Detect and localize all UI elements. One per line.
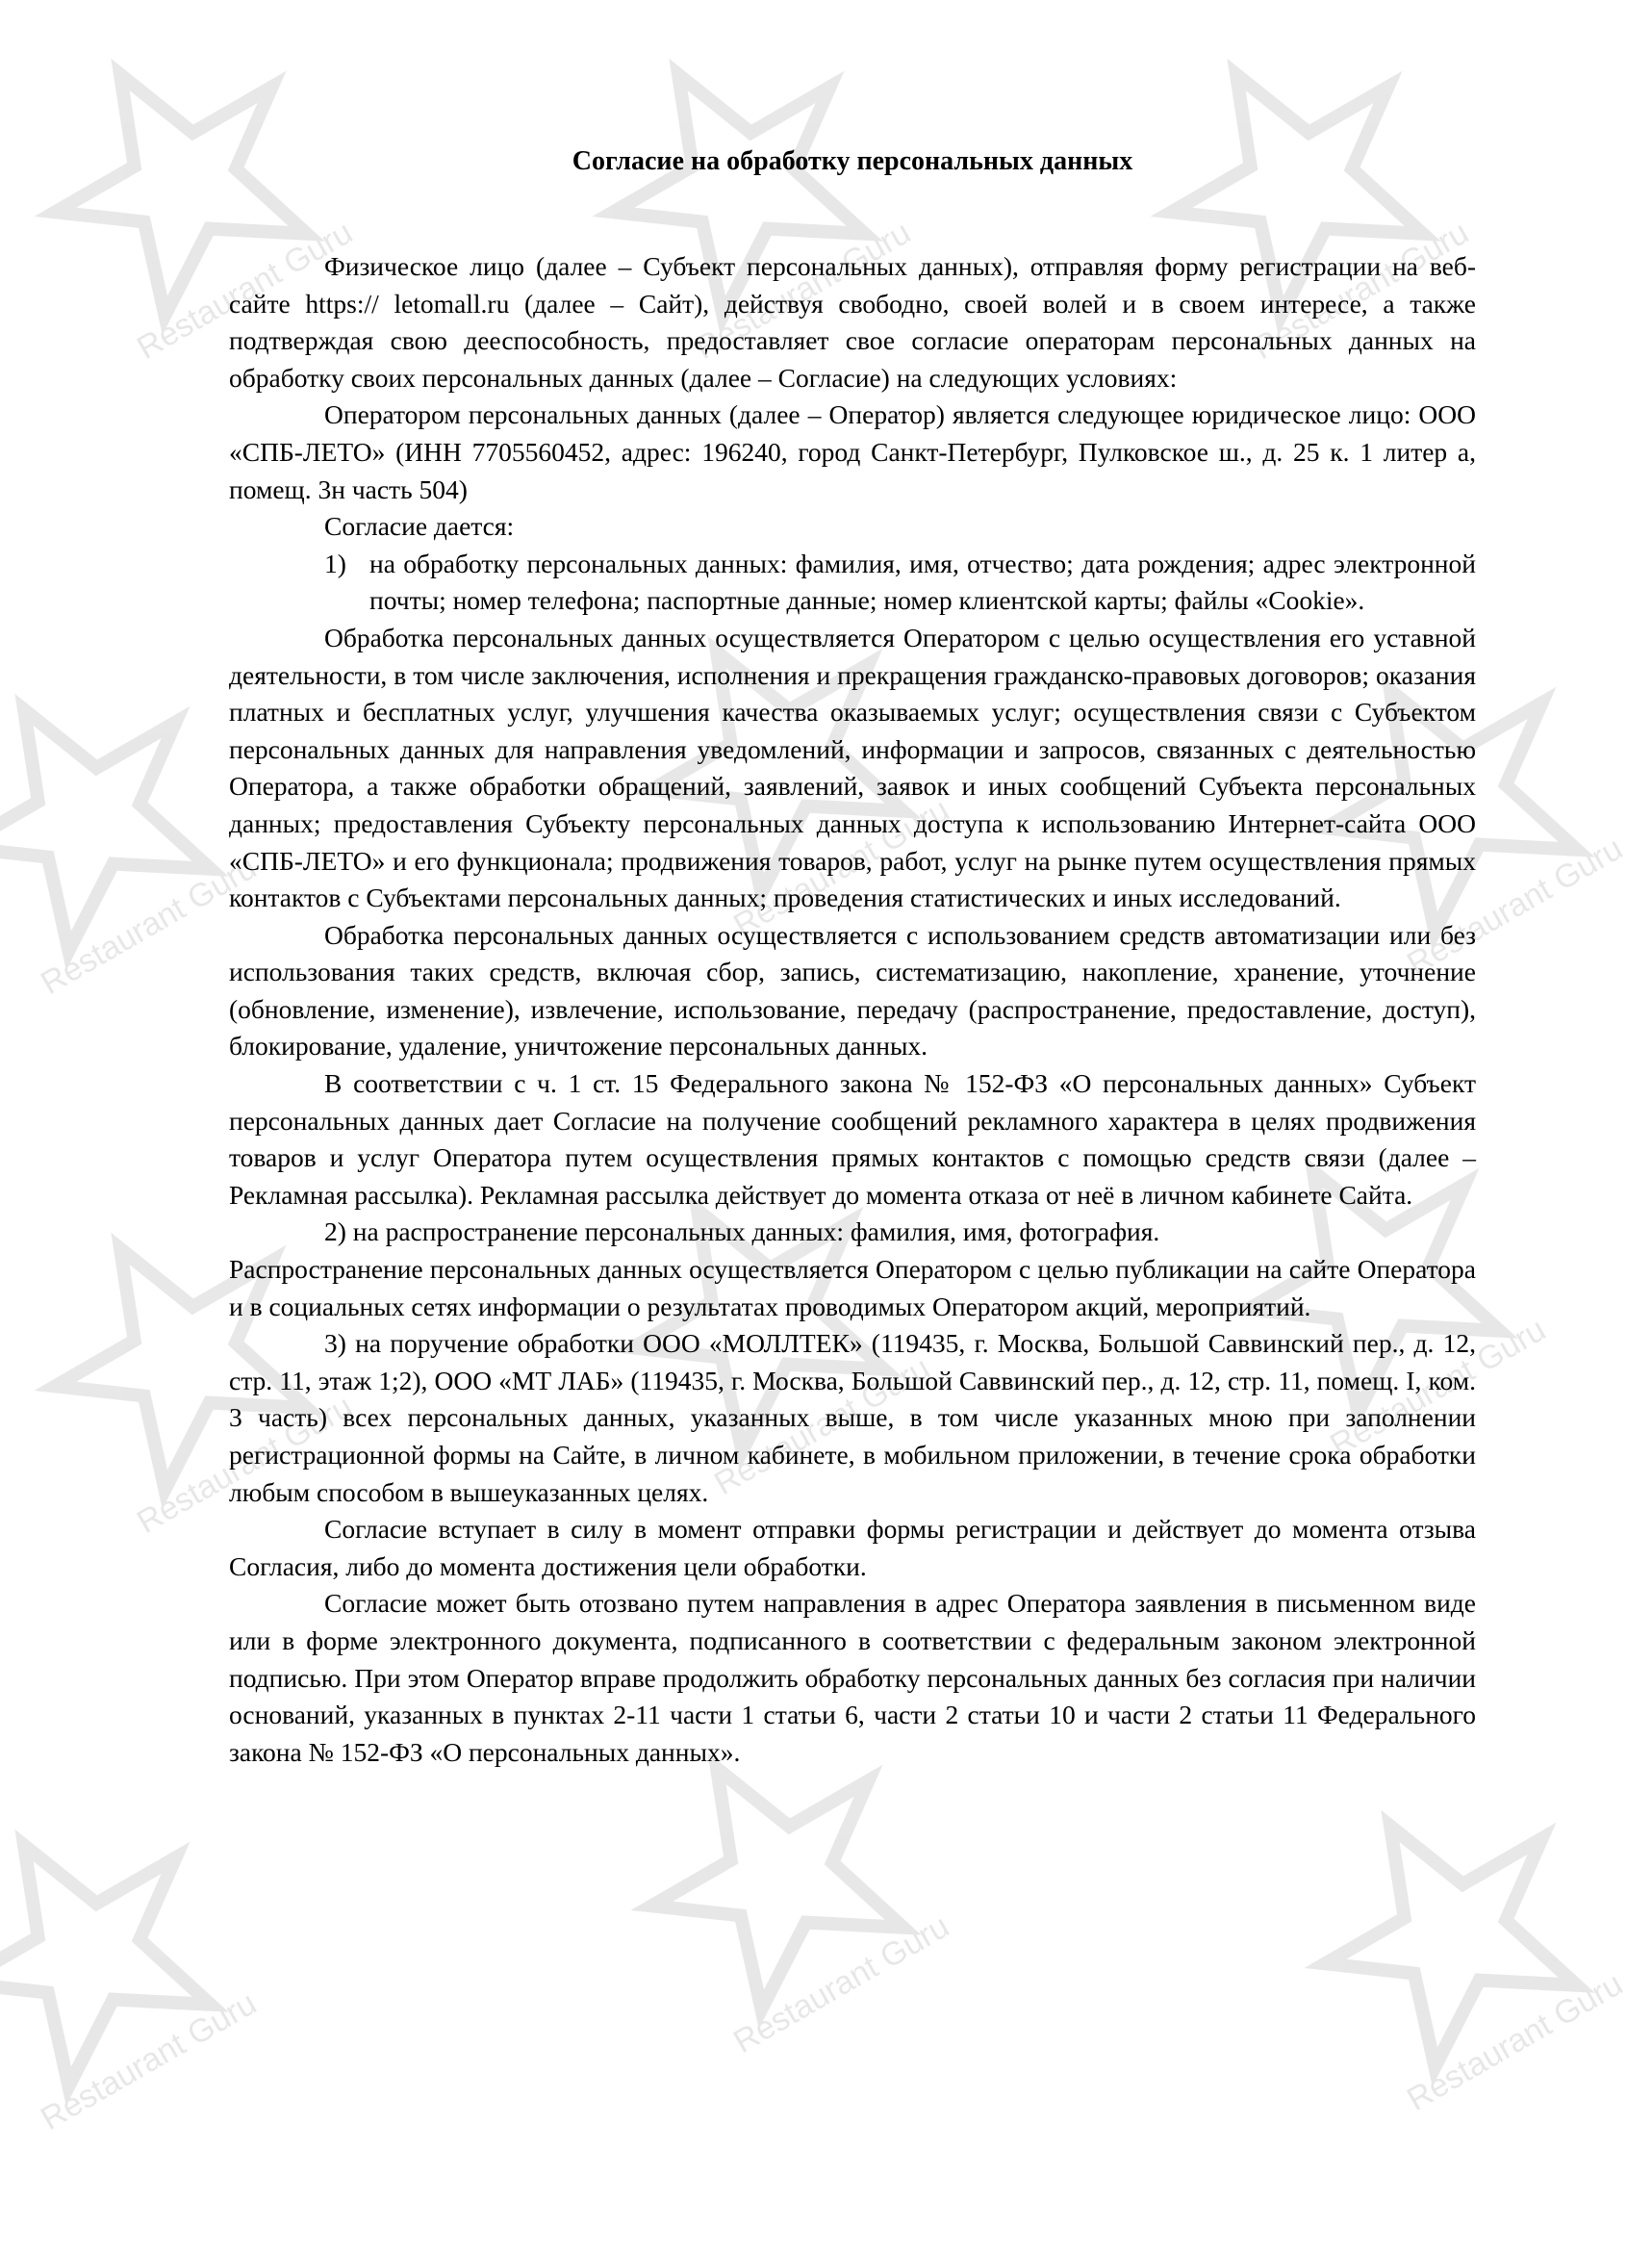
- list-item-number: 1): [324, 548, 346, 578]
- paragraph-purposes: Обработка персональных данных осуществляется Оператором с целью осуществления его уставной деятельности, в том числе заключения, исполнения и прекращения гражданско-правовых договоров; оказания платных и бесплатных услуг, улучшения качества оказываемых услуг; осуществления связи с Субъектом персональных данных для направления уведомлений, информации и запросов, связанных с деятельностью Оператора, а также обработки обращений, заявлений, заявок и иных сообщений Субъекта персональных данных; предоставления Субъекту персональных данных доступа к использованию Интернет-сайта ООО «СПБ-ЛЕТО» и его функционала; продвижения товаров, работ, услуг на рынке путем осуществления прямых контактов с Субъектами персональных данных; проведения статистических и иных исследований.: [229, 622, 1476, 913]
- watermark-text: Restaurant Guru: [35, 849, 263, 1003]
- watermark-text: Restaurant Guru: [1247, 214, 1475, 368]
- list-item-distribution: 2) на распространение персональных данных: фамилия, имя, фотография.: [324, 1216, 1160, 1247]
- paragraph-distribution: Распространение персональных данных осуществляется Оператором с целью публикации на сайте Оператора и в социальных сетях информации о результатах проводимых Оператором акций, мероприятий.: [229, 1254, 1476, 1321]
- paragraph-operator: Оператором персональных данных (далее – Оператор) является следующее юридическое лицо: ООО «СПБ-ЛЕТО» (ИНН 7705560452, адрес: 196240, город Санкт-Петербург, Пулковское ш., д. 25 к. 1 литер а, помещ. 3н часть 504): [229, 399, 1476, 504]
- watermark-text: Restaurant Guru: [689, 214, 917, 368]
- watermark-text: Restaurant Guru: [131, 214, 359, 368]
- watermark-text: Restaurant Guru: [35, 1984, 263, 2138]
- paragraph-subject: Физическое лицо (далее – Субъект персональных данных), отправляя форму регистрации на веб-сайте https:// letomall.ru (далее – Сайт), действуя свободно, своей волей и в своем интересе, а также подтверждая свою дееспособность, предоставляет свое согласие операторам персональных данных на обработку своих персональных данных (далее – Согласие) на следующих условиях:: [229, 251, 1476, 393]
- watermark-logo: [1256, 1737, 1650, 2132]
- watermark-text: Restaurant Guru: [727, 1907, 955, 2061]
- document-title: Согласие на обработку персональных данных: [572, 146, 1133, 176]
- watermark-text: Restaurant Guru: [727, 791, 955, 945]
- paragraph-consent-given: Согласие дается:: [324, 511, 515, 542]
- document-page: [229, 144, 1476, 1771]
- watermark-text: Restaurant Guru: [708, 1349, 936, 1503]
- watermark-text: Restaurant Guru: [131, 1388, 359, 1542]
- paragraph-withdrawal: Согласие может быть отозвано путем направления в адрес Оператора заявления в письменном виде или в форме электронного документа, подписанного в соответствии с федеральным законом электронной подписью. При этом Оператор вправе продолжить обработку персональных данных без согласия при наличии оснований, указанных в пунктах 2-11 части 1 статьи 6, части 2 статьи 10 и части 2 статьи 11 Федерального закона № 152-ФЗ «О персональных данных».: [229, 1588, 1476, 1767]
- list-item-text: на обработку персональных данных: фамилия, имя, отчество; дата рождения; адрес электронной почты; номер телефона; паспортные данные; номер клиентской карты; файлы «Cookie».: [369, 548, 1476, 616]
- list-item-processing: [324, 546, 1476, 620]
- paragraph-validity: Согласие вступает в силу в момент отправки формы регистрации и действует до момента отзыва Согласия, либо до момента достижения цели обработки.: [229, 1514, 1476, 1581]
- paragraph-methods: Обработка персональных данных осуществляется с использованием средств автоматизации или без использования таких средств, включая сбор, запись, систематизацию, накопление, хранение, уточнение (обновление, изменение), извлечение, использование, передачу (распространение, предоставление, доступ), блокирование, удаление, уничтожение персональных данных.: [229, 919, 1476, 1062]
- paragraph-advertising: В соответствии с ч. 1 ст. 15 Федерального закона № 152-ФЗ «О персональных данных» Субъект персональных данных дает Согласие на получение сообщений рекламного характера в целях продвижения товаров и услуг Оператора путем осуществления прямых контактов с помощью средств связи (далее – Рекламная рассылка). Рекламная рассылка действует до момента отказа от неё в личном кабинете Сайта.: [229, 1068, 1476, 1210]
- watermark-text: Restaurant Guru: [1401, 830, 1629, 984]
- paragraph-delegation: 3) на поручение обработки ООО «МОЛЛТЕК» (119435, г. Москва, Большой Саввинский пер., д. 12, стр. 11, этаж 1;2), ООО «МТ ЛАБ» (119435, г. Москва, Большой Саввинский пер., д. 12, стр. 11, помещ. I, ком. 3 часть) всех персональных данных, указанных выше, в том числе указанных мною при заполнении регистрационной формы на Сайте, в личном кабинете, в мобильном приложении, в течение срока обработки любым способом в вышеуказанных целях.: [229, 1328, 1476, 1507]
- watermark-text: Restaurant Guru: [1401, 1965, 1629, 2119]
- watermark-text: Restaurant Guru: [1324, 1311, 1552, 1465]
- document-body: [229, 248, 1476, 1771]
- watermark-logo: [0, 1756, 284, 2151]
